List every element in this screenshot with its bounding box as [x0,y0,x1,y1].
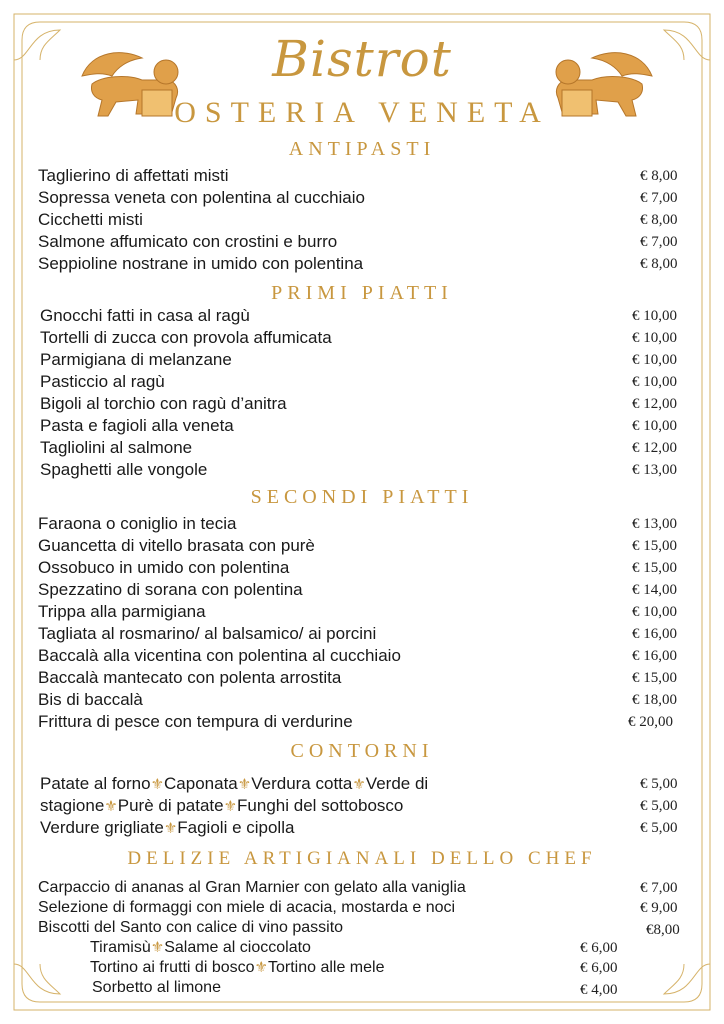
contorni-line-3 [40,818,294,839]
menu-price: € 8,00 [640,168,678,184]
dessert-item: Tiramisù [90,939,151,956]
menu-price: € 5,00 [640,776,678,792]
menu-item: Frittura di pesce con tempura di verdurine [38,712,353,731]
menu-item: Tagliolini al salmone [40,438,193,457]
section-title-primi: PRIMI PIATTI [271,282,453,304]
menu-item: Bigoli al torchio con ragù d’anitra [40,394,287,413]
menu-item: Sopressa veneta con polentina al cucchiaio [38,188,365,207]
contorno-item: Verdure grigliate [40,818,164,837]
fleur-de-lis-icon: ⚜ [223,798,238,815]
menu-item: Guancetta di vitello brasata con purè [38,536,315,555]
menu-price: € 10,00 [632,604,677,620]
menu-price: € 20,00 [628,714,673,730]
menu-price: € 18,00 [632,692,677,708]
section-title-delizie: DELIZIE ARTIGIANALI DELLO CHEF [127,848,597,869]
section-title-contorni: CONTORNI [290,740,434,762]
menu-item: Selezione di formaggi con miele di acacia, mostarda e noci [38,899,456,916]
menu-price: € 4,00 [580,982,618,998]
contorno-item: Verdura cotta [251,774,353,793]
dessert-item: Salame al cioccolato [164,939,311,956]
menu-item: Seppioline nostrane in umido con polentina [38,254,364,273]
menu-item: Pasta e fagioli alla veneta [40,416,234,435]
menu-price: € 10,00 [632,308,677,324]
contorno-item: Verde di [365,774,429,793]
menu-price: € 13,00 [632,462,677,478]
menu-item: Pasticcio al ragù [40,372,165,391]
contorno-item: Caponata [164,774,238,793]
menu-item: Ossobuco in umido con polentina [38,558,290,577]
menu-item: Gnocchi fatti in casa al ragù [40,306,250,325]
contorni-line-2 [40,796,403,817]
menu-item: Cicchetti misti [38,210,143,229]
menu-price: € 5,00 [640,820,678,836]
menu-price: € 10,00 [632,352,677,368]
menu-price: € 15,00 [632,560,677,576]
menu-price: € 9,00 [640,900,678,916]
section-title-secondi: SECONDI PIATTI [250,486,474,508]
menu-item: Spezzatino di sorana con polentina [38,580,303,599]
dessert-line-2 [90,958,384,978]
menu-item: Spaghetti alle vongole [40,460,208,479]
menu-price: € 16,00 [632,626,677,642]
menu-price: € 6,00 [580,960,618,976]
fleur-de-lis-icon: ⚜ [352,776,366,793]
menu-item: Biscotti del Santo con calice di vino passito [38,919,344,936]
section-title-antipasti: ANTIPASTI [288,138,436,160]
dessert-item: Sorbetto al limone [92,979,221,996]
menu-item: Baccalà mantecato con polenta arrostita [38,668,342,687]
menu-price: € 16,00 [632,648,677,664]
fleur-de-lis-icon: ⚜ [237,776,252,793]
menu-price: € 15,00 [632,670,677,686]
menu-price: € 10,00 [632,330,677,346]
menu-item: Bis di baccalà [38,690,143,709]
menu-price: € 13,00 [632,516,677,532]
menu-item: Carpaccio di ananas al Gran Marnier con gelato alla vaniglia [38,879,466,896]
menu-price: € 7,00 [640,880,678,896]
menu-price: € 6,00 [580,940,618,956]
menu-price: € 8,00 [640,212,678,228]
contorno-item: Purè di patate [117,796,224,815]
menu-price: € 7,00 [640,190,678,206]
logo-title: Bistrot [272,30,452,88]
menu-price: € 14,00 [632,582,677,598]
menu-price: € 10,00 [632,418,677,434]
fleur-de-lis-icon: ⚜ [104,798,118,815]
contorno-item: Funghi del sottobosco [237,796,404,815]
menu-item: Tagliata al rosmarino/ al balsamico/ ai porcini [38,624,377,643]
menu-item: Parmigiana di melanzane [40,350,232,369]
fleur-de-lis-icon: ⚜ [163,820,178,837]
contorni-line-1 [40,774,428,795]
menu-price: € 15,00 [632,538,677,554]
menu-item: Baccalà alla vicentina con polentina al cucchiaio [38,646,401,665]
fleur-de-lis-icon: ⚜ [254,959,268,976]
menu-item: Salmone affumicato con crostini e burro [38,232,338,251]
dessert-line-1 [90,938,311,958]
menu-price: € 5,00 [640,798,678,814]
menu-item: Taglierino di affettati misti [38,166,229,185]
menu-price: € 8,00 [640,256,678,272]
menu-item: Faraona o coniglio in tecia [38,514,237,533]
menu-item: Tortelli di zucca con provola affumicata [40,328,332,347]
contorno-item: Patate al forno [40,774,151,793]
contorno-item: Fagioli e cipolla [177,818,295,837]
menu-price: € 10,00 [632,374,677,390]
menu-price: € 7,00 [640,234,678,250]
menu-price: € 12,00 [632,440,677,456]
logo-subtitle: OSTERIA VENETA [174,96,550,129]
menu-item: Trippa alla parmigiana [38,602,206,621]
dessert-item: Tortino ai frutti di bosco [90,959,255,976]
menu-price: € 12,00 [632,396,677,412]
dessert-item: Tortino alle mele [267,959,385,976]
fleur-de-lis-icon: ⚜ [150,776,165,793]
fleur-de-lis-icon: ⚜ [150,939,165,956]
contorno-item: stagione [40,796,105,815]
menu-price: €8,00 [646,922,680,938]
